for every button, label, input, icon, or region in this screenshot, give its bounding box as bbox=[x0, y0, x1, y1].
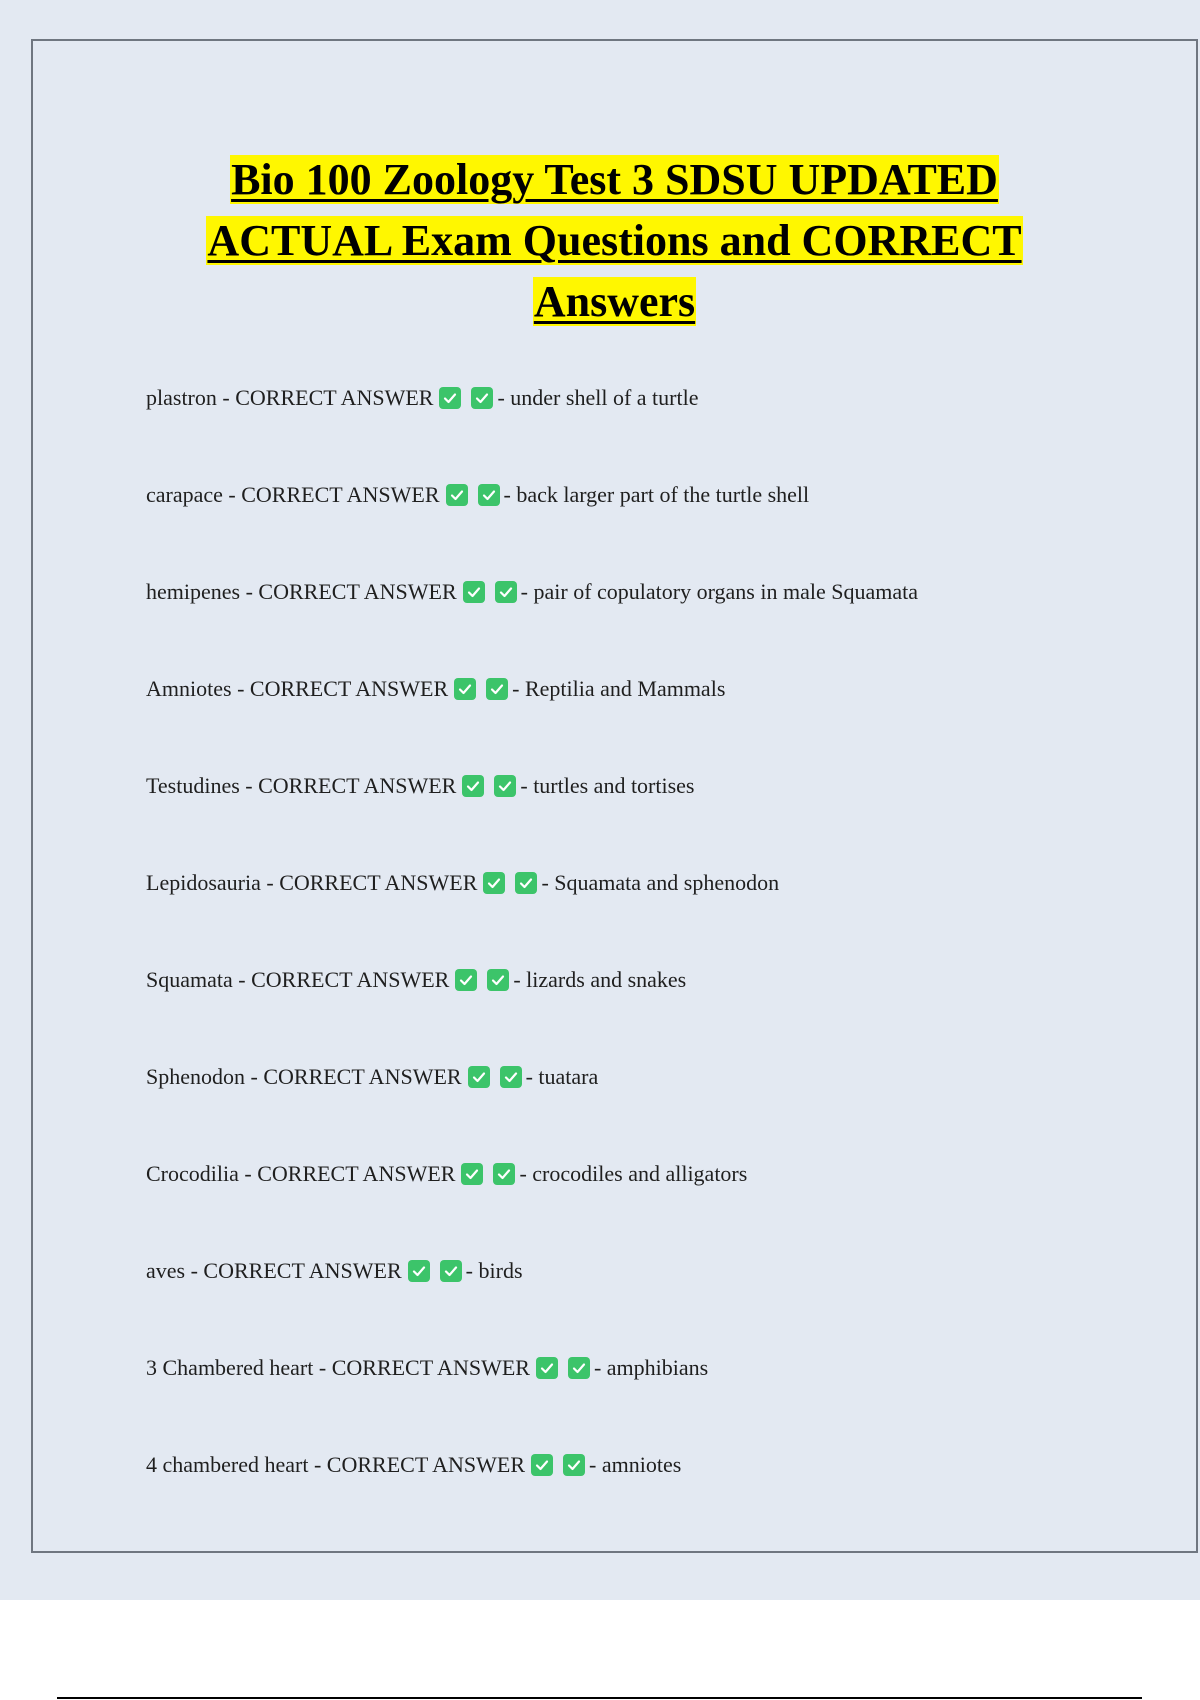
qa-term: Amniotes bbox=[146, 676, 232, 701]
correct-answer-label: CORRECT ANSWER bbox=[203, 1258, 402, 1283]
correct-answer-label: CORRECT ANSWER bbox=[251, 967, 450, 992]
qa-definition: birds bbox=[478, 1258, 523, 1283]
qa-term: 4 chambered heart bbox=[146, 1452, 309, 1477]
qa-definition: pair of copulatory organs in male Squamata bbox=[533, 579, 918, 604]
check-box-icon bbox=[487, 969, 509, 991]
qa-definition: under shell of a turtle bbox=[510, 385, 699, 410]
qa-definition: crocodiles and alligators bbox=[532, 1161, 748, 1186]
check-box-icon bbox=[446, 484, 468, 506]
document-page bbox=[31, 39, 1198, 1553]
check-box-icon bbox=[462, 775, 484, 797]
qa-term: Sphenodon bbox=[146, 1064, 245, 1089]
qa-term: 3 Chambered heart bbox=[146, 1355, 314, 1380]
check-box-icon bbox=[461, 1163, 483, 1185]
check-box-icon bbox=[471, 387, 493, 409]
check-box-icon bbox=[478, 484, 500, 506]
qa-definition: tuatara bbox=[538, 1064, 599, 1089]
title-line: Answers bbox=[533, 277, 696, 326]
qa-item: Testudines - CORRECT ANSWER - turtles and tortises bbox=[146, 773, 695, 798]
correct-answer-label: CORRECT ANSWER bbox=[258, 579, 457, 604]
check-box-icon bbox=[440, 1260, 462, 1282]
title-line: ACTUAL Exam Questions and CORRECT bbox=[207, 216, 1022, 265]
correct-answer-label: CORRECT ANSWER bbox=[257, 1161, 456, 1186]
qa-list bbox=[146, 383, 1146, 1547]
qa-definition: turtles and tortises bbox=[533, 773, 695, 798]
qa-item: Squamata - CORRECT ANSWER - lizards and snakes bbox=[146, 967, 687, 992]
correct-answer-label: CORRECT ANSWER bbox=[258, 773, 457, 798]
qa-item: Crocodilia - CORRECT ANSWER - crocodiles and alligators bbox=[146, 1161, 748, 1186]
correct-answer-label: CORRECT ANSWER bbox=[235, 385, 434, 410]
check-box-icon bbox=[439, 387, 461, 409]
check-box-icon bbox=[454, 678, 476, 700]
check-box-icon bbox=[515, 872, 537, 894]
check-box-icon bbox=[493, 1163, 515, 1185]
check-box-icon bbox=[455, 969, 477, 991]
qa-definition: amphibians bbox=[606, 1355, 709, 1380]
check-box-icon bbox=[494, 775, 516, 797]
qa-item: Sphenodon - CORRECT ANSWER - tuatara bbox=[146, 1064, 599, 1089]
qa-term: Squamata bbox=[146, 967, 233, 992]
check-box-icon bbox=[483, 872, 505, 894]
qa-term: aves bbox=[146, 1258, 186, 1283]
qa-definition: amniotes bbox=[601, 1452, 682, 1477]
qa-item: Amniotes - CORRECT ANSWER - Reptilia and Mammals bbox=[146, 676, 726, 701]
qa-definition: Reptilia and Mammals bbox=[524, 676, 726, 701]
check-box-icon bbox=[563, 1454, 585, 1476]
footer-divider bbox=[57, 1697, 1142, 1699]
check-box-icon bbox=[500, 1066, 522, 1088]
qa-item: Lepidosauria - CORRECT ANSWER - Squamata and sphenodon bbox=[146, 870, 780, 895]
correct-answer-label: CORRECT ANSWER bbox=[331, 1355, 530, 1380]
qa-term: Testudines bbox=[146, 773, 240, 798]
qa-item: aves - CORRECT ANSWER - birds bbox=[146, 1258, 523, 1283]
document-title bbox=[33, 149, 1196, 332]
check-box-icon bbox=[495, 581, 517, 603]
qa-term: Crocodilia bbox=[146, 1161, 239, 1186]
check-box-icon bbox=[536, 1357, 558, 1379]
qa-definition: back larger part of the turtle shell bbox=[516, 482, 810, 507]
correct-answer-label: CORRECT ANSWER bbox=[249, 676, 449, 701]
qa-item: 3 Chambered heart - CORRECT ANSWER - amphibians bbox=[146, 1355, 709, 1380]
qa-item: hemipenes - CORRECT ANSWER - pair of copulatory organs in male Squamata bbox=[146, 579, 918, 604]
qa-term: carapace bbox=[146, 482, 223, 507]
qa-item: carapace - CORRECT ANSWER - back larger part of the turtle shell bbox=[146, 482, 810, 507]
qa-term: plastron bbox=[146, 385, 217, 410]
check-box-icon bbox=[408, 1260, 430, 1282]
check-box-icon bbox=[486, 678, 508, 700]
title-line: Bio 100 Zoology Test 3 SDSU UPDATED bbox=[231, 155, 998, 204]
correct-answer-label: CORRECT ANSWER bbox=[263, 1064, 462, 1089]
check-box-icon bbox=[463, 581, 485, 603]
correct-answer-label: CORRECT ANSWER bbox=[326, 1452, 526, 1477]
check-box-icon bbox=[531, 1454, 553, 1476]
correct-answer-label: CORRECT ANSWER bbox=[279, 870, 478, 895]
qa-item: plastron - CORRECT ANSWER - under shell of a turtle bbox=[146, 385, 699, 410]
qa-definition: lizards and snakes bbox=[526, 967, 687, 992]
qa-definition: Squamata and sphenodon bbox=[554, 870, 780, 895]
qa-term: hemipenes bbox=[146, 579, 241, 604]
check-box-icon bbox=[468, 1066, 490, 1088]
correct-answer-label: CORRECT ANSWER bbox=[241, 482, 440, 507]
check-box-icon bbox=[568, 1357, 590, 1379]
qa-item: 4 chambered heart - CORRECT ANSWER - amniotes bbox=[146, 1452, 682, 1477]
qa-term: Lepidosauria bbox=[146, 870, 261, 895]
